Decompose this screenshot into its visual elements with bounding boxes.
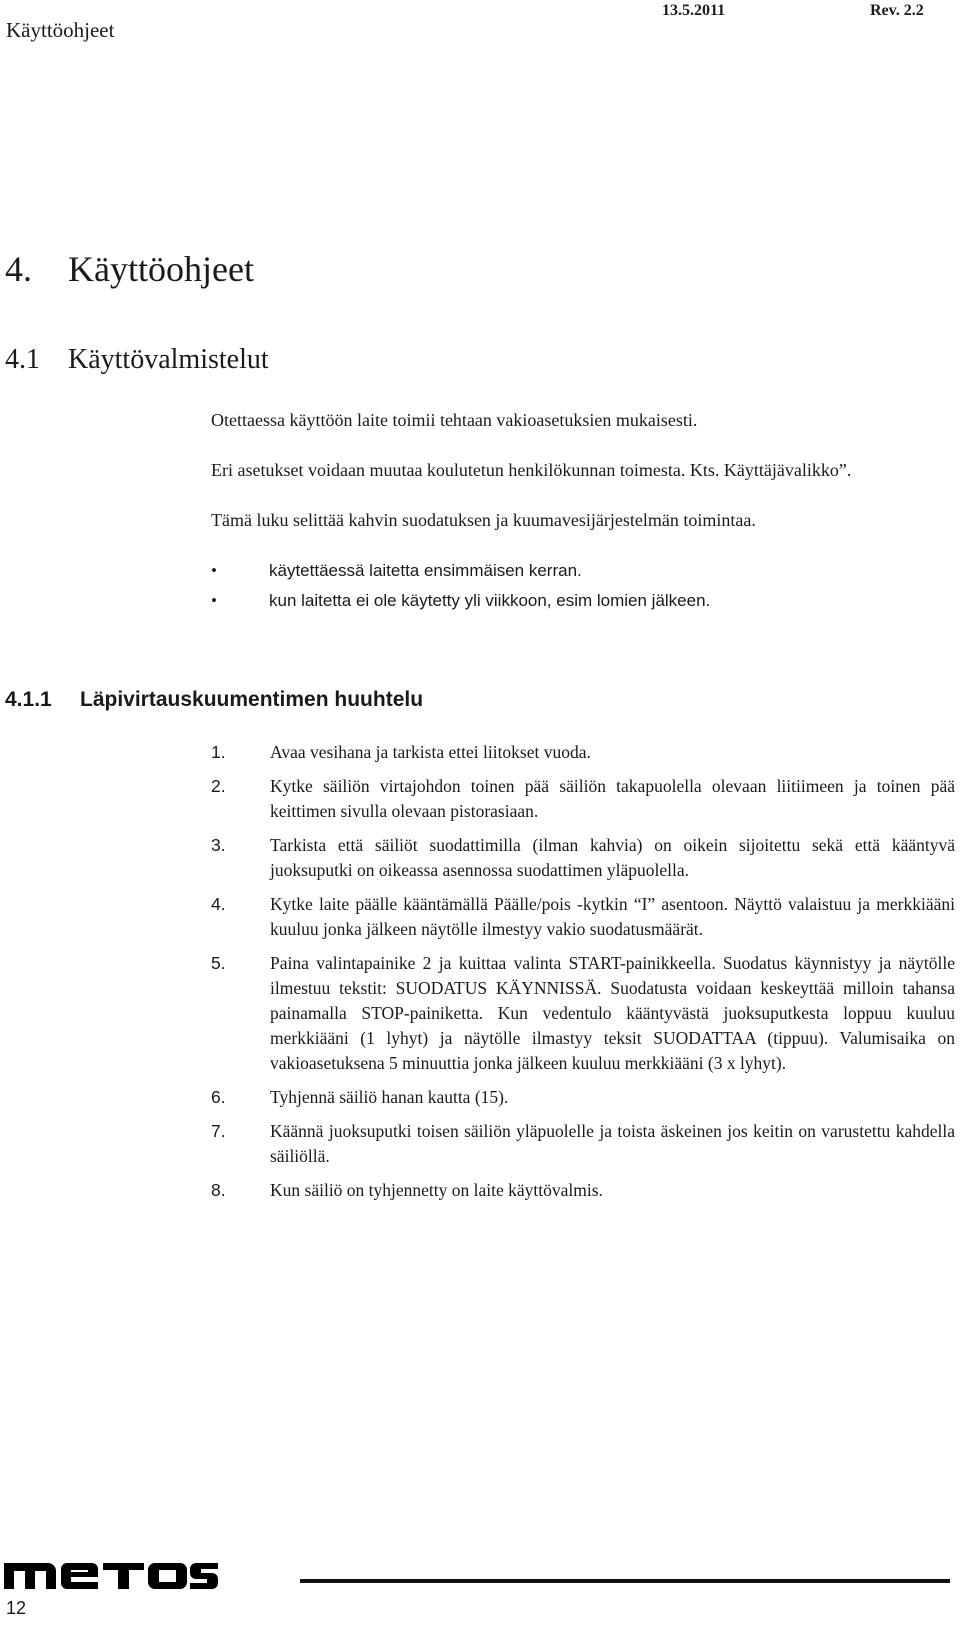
step-number: 4. <box>211 894 226 914</box>
page-number: 12 <box>6 1598 27 1618</box>
step-text: Paina valintapainike 2 ja kuittaa valinta START-painikkeella. Suodatus käynnistyy ja näytölle ilmestuu tekstit: SUODATUS KÄYNNISSÄ. Suodatusta voidaan keskeyttää milloin tahansa painamalla STOP-painiketta. Kun vedentulo kääntyvästä juoksuputkesta loppuu kuuluu merkkiääni (1 lyhyt) ja näytölle ilmastyy teksit SUODATTAA (tippuu). Valumisaika on vakioasetuksena 5 minuuttia jonka jälkeen kuuluu merkkiääni (3 x lyhyt). <box>270 953 955 1073</box>
intro-paragraph: Tämä luku selittää kahvin suodatuksen ja kuumavesijärjestelmän toimintaa. <box>211 510 756 530</box>
step-number: 6. <box>211 1087 226 1107</box>
chapter-heading <box>5 248 254 290</box>
subsection-heading <box>5 688 423 712</box>
bullet-icon: • <box>211 561 217 580</box>
bullet-text: käytettäessä laitetta ensimmäisen kerran. <box>269 561 582 580</box>
bullet-text: kun laitetta ei ole käytetty yli viikkoon, esim lomien jälkeen. <box>269 591 711 610</box>
step-number: 3. <box>211 835 226 855</box>
section-title: Käyttövalmistelut <box>68 344 269 375</box>
step-text: Tyhjennä säiliö hanan kautta (15). <box>270 1087 509 1107</box>
step-number: 2. <box>211 776 226 796</box>
footer-rule <box>300 1579 950 1583</box>
step-text: Tarkista että säiliöt suodattimilla (ilman kahvia) on oikein sijoitettu sekä että kääntyvä juoksuputki on oikeassa asennossa suodattimen yläpuolella. <box>270 835 955 880</box>
section-number: 4.1 <box>5 344 40 375</box>
list-item <box>211 833 955 883</box>
section-heading <box>5 344 269 376</box>
step-text: Kun säiliö on tyhjennetty on laite käyttövalmis. <box>270 1180 603 1200</box>
chapter-number: 4. <box>5 249 32 289</box>
list-item <box>211 774 955 824</box>
bullet-item <box>211 591 710 611</box>
bullet-item <box>211 561 582 581</box>
chapter-title: Käyttöohjeet <box>68 249 254 289</box>
step-text: Avaa vesihana ja tarkista ettei liitokset vuoda. <box>270 742 591 762</box>
step-number: 5. <box>211 953 226 973</box>
step-text: Kytke säiliön virtajohdon toinen pää säiliön takapuolella olevaan liitiimeen ja toinen pää keittimen sivulla olevaan pistorasiaan. <box>270 776 955 821</box>
list-item <box>211 951 955 1076</box>
subsection-number: 4.1.1 <box>5 688 52 711</box>
list-item <box>211 1119 955 1169</box>
metos-logo <box>4 1555 218 1591</box>
list-item <box>211 892 955 942</box>
step-number: 8. <box>211 1180 226 1200</box>
header-title: Käyttöohjeet <box>6 18 115 42</box>
list-item <box>211 740 955 765</box>
intro-paragraph: Otettaessa käyttöön laite toimii tehtaan vakioasetuksien mukaisesti. <box>211 410 698 430</box>
intro-paragraph: Eri asetukset voidaan muutaa koulutetun henkilökunnan toimesta. Kts. Käyttäjävalikko”. <box>211 460 852 480</box>
header-revision: Rev. 2.2 <box>870 2 924 19</box>
subsection-title: Läpivirtauskuumentimen huuhtelu <box>80 688 424 711</box>
step-number: 1. <box>211 742 226 762</box>
list-item <box>211 1178 955 1203</box>
step-text: Kytke laite päälle kääntämällä Päälle/pois -kytkin “I” asentoon. Näyttö valaistuu ja merkkiääni kuuluu jonka jälkeen näytölle ilmestyy vakio suodatusmäärät. <box>270 894 955 939</box>
steps-list <box>211 740 955 1212</box>
header-date: 13.5.2011 <box>662 2 726 19</box>
step-number: 7. <box>211 1121 226 1141</box>
bullet-icon: • <box>211 591 217 610</box>
step-text: Käännä juoksuputki toisen säiliön yläpuolelle ja toista äskeinen jos keitin on varustettu kahdella säiliöllä. <box>270 1121 955 1166</box>
list-item <box>211 1085 955 1110</box>
